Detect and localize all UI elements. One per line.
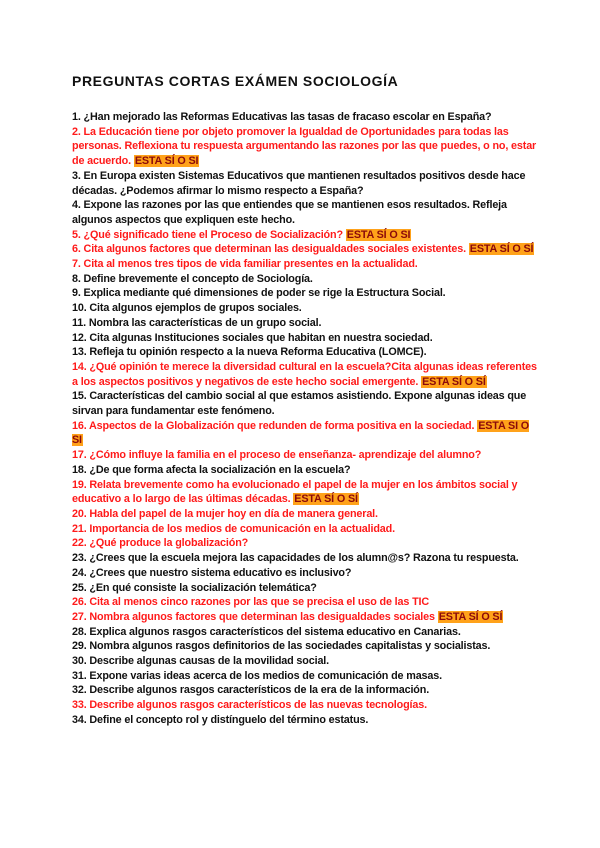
document-title: PREGUNTAS CORTAS EXÁMEN SOCIOLOGÍA [72,73,399,89]
question-text: 24. ¿Crees que nuestro sistema educativo es inclusivo? [72,566,352,579]
important-tag: ESTA SÍ O SÍ [469,243,534,256]
question-item [72,683,542,698]
question-item [72,110,542,125]
question-item [72,698,542,713]
question-text: 15. Características del cambio social al que estamos asistiendo. Expone algunas ideas que sirvan para fundamentar este fenómeno. [72,390,527,418]
question-text: 30. Describe algunas causas de la movilidad social. [72,655,329,668]
question-item [72,125,542,169]
question-item [72,595,542,610]
question-item [72,257,542,272]
question-text: 32. Describe algunos rasgos característicos de la era de la información. [72,684,430,697]
important-tag: ESTA SÍ O SÍ [422,375,486,388]
question-item [72,566,542,581]
question-text: 14. ¿Qué opinión te merece la diversidad cultural en la escuela?Cita algunas ideas referentes a los aspectos positivos y negativos de este hecho social emergente. [72,360,537,388]
question-text: 4. Expone las razones por las que entiendes que se mantienen esos resultados. Refleja algunos aspectos que expliquen este hecho. [72,199,507,226]
question-text: 23. ¿Crees que la escuela mejora las capacidades de los alumn@s? Razona tu respuesta. [72,552,519,565]
question-item [72,478,542,507]
question-text: 25. ¿En qué consiste la socialización telemática? [72,581,317,594]
question-item [72,669,542,684]
question-item [72,448,542,463]
question-text: 3. En Europa existen Sistemas Educativos que mantienen resultados positivos desde hace décadas. ¿Podemos afirmar lo mismo respecto a España? [72,169,526,197]
question-list [72,110,542,728]
question-text: 27. Nombra algunos factores que determinan las desigualdades sociales [72,610,435,623]
question-text: 29. Nombra algunos rasgos definitorios de las sociedades capitalistas y socialistas. [72,640,491,653]
question-item [72,536,542,551]
question-item [72,581,542,596]
question-text: 22. ¿Qué produce la globalización? [72,537,249,550]
question-text: 8. Define brevemente el concepto de Sociología. [72,272,313,285]
question-item [72,625,542,640]
document-page [72,72,542,728]
important-tag: ESTA SÍ O SÍ [438,610,503,623]
question-text: 21. Importancia de los medios de comunicación en la actualidad. [72,522,395,535]
question-item [72,360,542,389]
question-text: 10. Cita algunos ejemplos de grupos sociales. [72,302,302,315]
question-item [72,286,542,301]
question-text: 1. ¿Han mejorado las Reformas Educativas las tasas de fracaso escolar en España? [72,111,492,123]
question-item [72,389,542,418]
question-text: 16. Aspectos de la Globalización que redunden de forma positiva en la sociedad. [72,419,475,432]
question-text: 19. Relata brevemente como ha evolucionado el papel de la mujer en los ámbitos social y educativo a lo largo de las últimas décadas. [72,478,518,506]
question-item [72,463,542,478]
question-text: 34. Define el concepto rol y distínguelo del término estatus. [72,713,369,726]
question-item [72,228,542,243]
question-text: 28. Explica algunos rasgos característicos del sistema educativo en Canarias. [72,625,461,638]
question-text: 18. ¿De que forma afecta la socialización en la escuela? [72,463,351,476]
question-item [72,242,542,257]
question-text: 26. Cita al menos cinco razones por las que se precisa el uso de las TIC [72,596,430,609]
question-text: 20. Habla del papel de la mujer hoy en día de manera general. [72,507,378,520]
question-item [72,639,542,654]
question-item [72,522,542,537]
question-item [72,345,542,360]
important-tag: ESTA SI O SI [72,419,530,447]
question-item [72,272,542,287]
question-text: 12. Cita algunas Instituciones sociales que habitan en nuestra sociedad. [72,331,433,344]
important-tag: ESTA SÍ O SI [346,228,411,241]
question-text: 5. ¿Qué significado tiene el Proceso de Socialización? [72,228,343,241]
question-text: 7. Cita al menos tres tipos de vida familiar presentes en la actualidad. [72,258,418,271]
question-text: 2. La Educación tiene por objeto promover la Igualdad de Oportunidades para todas las personas. Reflexiona tu respuesta argumentando las razones por las que puedes, o no, estar de acuerdo. [72,125,537,168]
question-item [72,551,542,566]
question-text: 11. Nombra las características de un grupo social. [72,316,322,329]
question-item [72,198,542,227]
important-tag: ESTA SÍ O SÍ [294,493,358,506]
question-text: 33. Describe algunos rasgos característicos de las nuevas tecnologías. [72,699,427,712]
question-item [72,610,542,625]
question-item [72,331,542,346]
question-item [72,507,542,522]
question-text: 6. Cita algunos factores que determinan las desigualdades sociales existentes. [72,243,466,256]
question-text: 9. Explica mediante qué dimensiones de poder se rige la Estructura Social. [72,287,446,300]
question-text: 31. Expone varias ideas acerca de los medios de comunicación de masas. [72,669,442,682]
question-item [72,654,542,669]
important-tag: ESTA SÍ O SI [134,155,199,168]
question-item [72,169,542,198]
question-item [72,301,542,316]
question-item [72,419,542,448]
question-text: 13. Refleja tu opinión respecto a la nueva Reforma Educativa (LOMCE). [72,346,427,359]
question-item [72,713,542,728]
question-text: 17. ¿Cómo influye la familia en el proceso de enseñanza- aprendizaje del alumno? [72,449,482,462]
question-item [72,316,542,331]
